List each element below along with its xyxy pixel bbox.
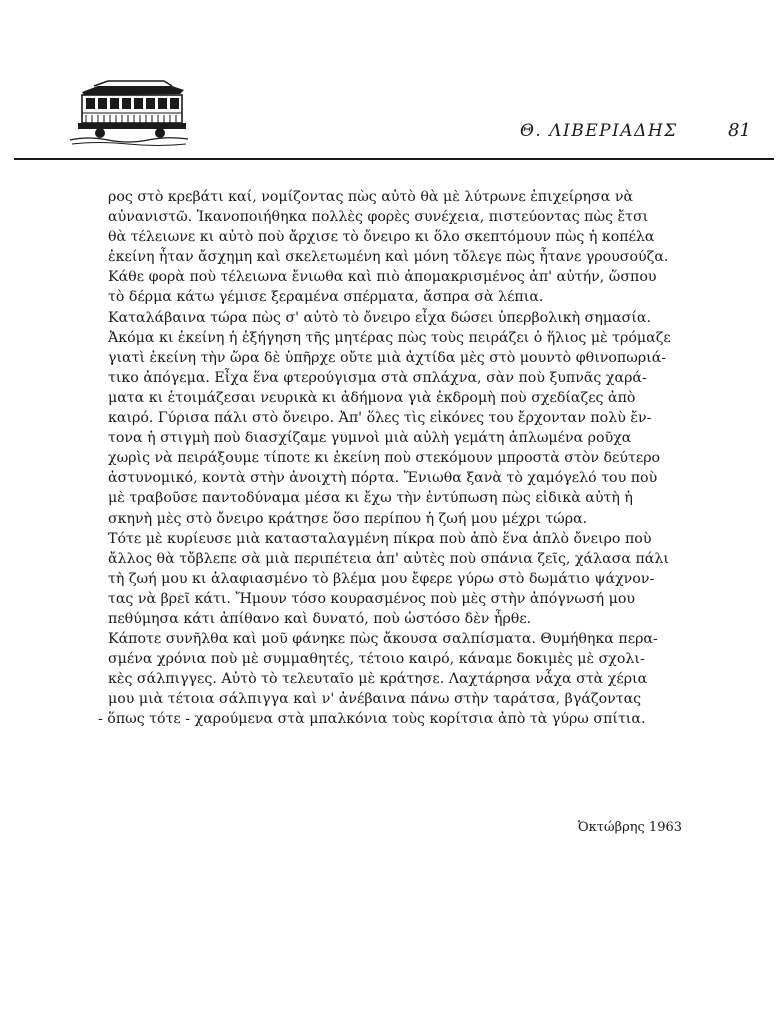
text-line: Καταλάβαινα τώρα πὼς σ' αὐτὸ τὸ ὄνειρο εἶχα δώσει ὑπερβολικὴ σημασία. <box>108 309 651 326</box>
text-line: θὰ τέλειωνε κι αὐτὸ ποὺ ἄρχισε τὸ ὄνειρο κι ὅλο σκεπτόμουν πὼς ἡ κοπέλα <box>108 229 655 246</box>
text-line: Τότε μὲ κυρίευσε μιὰ κατασταλαγμένη πίκρα ποὺ ἀπὸ ἕνα ἁπλὸ ὄνειρο ποὺ <box>108 530 652 547</box>
text-line: τας νὰ βρεῖ κάτι. Ἤμουν τόσο κουρασμένος ποὺ μὲς στὴν ἀπόγνωσή μου <box>108 590 636 607</box>
text-line: τικο ἀπόγεμα. Εἶχα ἕνα φτερούγισμα στὰ σπλάχνα, σὰν ποὺ ξυπνᾶς χαρά- <box>108 369 647 386</box>
text-line: ματα κι ἑτοιμάζεσαι νευρικὰ κι ἀδήμονα γιὰ ἐκδρομὴ ποὺ σχεδίαζες ἀπὸ <box>108 389 636 406</box>
text-line: τονα ἡ στιγμὴ ποὺ διασχίζαμε γυμνοὶ μιὰ αὐλὴ γεμάτη ἁπλωμένα ροῦχα <box>108 430 632 447</box>
tram-car-sketch-icon <box>68 78 190 150</box>
text-line: σμένα χρόνια ποὺ μὲ συμμαθητές, τέτοιο καιρό, κάναμε δοκιμὲς μὲ σχολι- <box>108 651 645 668</box>
text-line: αὐνανιστῶ. Ἱκανοποιήθηκα πολλὲς φορὲς συνέχεια, πιστεύοντας πὼς ἔτσι <box>108 209 649 226</box>
text-line: σκηνὴ μὲς στὸ ὄνειρο κράτησε ὅσο περίπου ἡ ζωή μου μέχρι τώρα. <box>108 510 588 527</box>
text-line: Κάθε φορὰ ποὺ τέλειωνα ἔνιωθα καὶ πιὸ ἀπομακρισμένος ἀπ' αὐτήν, ὥσπου <box>108 269 657 286</box>
text-line: τὸ δέρμα κάτω γέμισε ξεραμένα σπέρματα, ἄσπρα σὰ λέπια. <box>108 289 544 306</box>
running-head-author: Θ. ΛΙΒΕΡΙΑΔΗΣ <box>520 121 678 141</box>
text-line: Κάποτε συνῆλθα καὶ μοῦ φάνηκε πὼς ἄκουσα σαλπίσματα. Θυμήθηκα περα- <box>108 631 658 648</box>
dateline: Ὀκτώβρης 1963 <box>578 820 683 835</box>
text-line: χωρὶς νὰ πειράξουμε τίποτε κι ἐκείνη ποὺ στεκόμουν μπροστὰ στὸν δεύτερο <box>108 450 661 467</box>
page-number: 81 <box>728 120 751 141</box>
text-line: μὲ τραβοῦσε παντοδύναμα μέσα κι ἔχω τὴν ἐντύπωση πὼς εἰδικὰ αὐτὴ ἡ <box>108 490 633 507</box>
text-line: μου μιὰ τέτοια σάλπιγγα καὶ ν' ἀνέβαινα πάνω στὴν ταράτσα, βγάζοντας <box>108 691 642 708</box>
body-text <box>98 187 692 730</box>
text-line: γιατὶ ἐκείνη τὴν ὥρα δὲ ὑπῆρχε οὔτε μιὰ ἀχτίδα μὲς στὸ μουντὸ φθινοπωριά- <box>108 349 667 366</box>
text-line: κὲς σάλπιγγες. Αὐτὸ τὸ τελευταῖο μὲ κράτησε. Λαχτάρησα νἆχα στὰ χέρια <box>108 671 648 688</box>
text-line: καιρό. Γύρισα πάλι στὸ ὄνειρο. Ἀπ' ὅλες τὶς εἰκόνες του ἔρχονταν πολὺ ἔν- <box>108 410 652 427</box>
text-line: ἄλλος θὰ τὄβλεπε σὰ μιὰ περιπέτεια ἀπ' αὐτὲς ποὺ σπάνια ζεῖς, χάλασα πάλι <box>108 550 669 567</box>
text-line: ρος στὸ κρεβάτι καί, νομίζοντας πὼς αὐτὸ θὰ μὲ λύτρωνε ἐπιχείρησα νὰ <box>108 189 634 205</box>
text-line: - ὅπως τότε - χαρούμενα στὰ μπαλκόνια τοὺς κορίτσια ἀπὸ τὰ γύρω σπίτια. <box>98 711 646 728</box>
text-line: πεθύμησα κάτι ἀπίθανο καὶ δυνατό, ποὺ ὡστόσο δὲν ἦρθε. <box>108 610 532 627</box>
text-line: ἀστυνομικό, κοντὰ στὴν ἀνοιχτὴ πόρτα. Ἔνιωθα ξανὰ τὸ χαμόγελό του ποὺ <box>108 470 658 487</box>
text-line: ἐκείνη ἦταν ἄσχημη καὶ σκελετωμένη καὶ μόνη τὄλεγε πὼς ἦτανε γρουσούζα. <box>108 249 669 266</box>
text-line: τὴ ζωή μου κι ἀλαφιασμένο τὸ βλέμα μου ἔφερε γύρω στὸ δωμάτιο ψάχνον- <box>108 570 655 587</box>
header-rule <box>14 158 774 160</box>
page-header <box>0 0 776 170</box>
text-line: Ἀκόμα κι ἐκείνη ἡ ἐξήγηση τῆς μητέρας πὼς τοὺς πειράζει ὁ ἥλιος μὲ τρόμαζε <box>108 329 671 346</box>
